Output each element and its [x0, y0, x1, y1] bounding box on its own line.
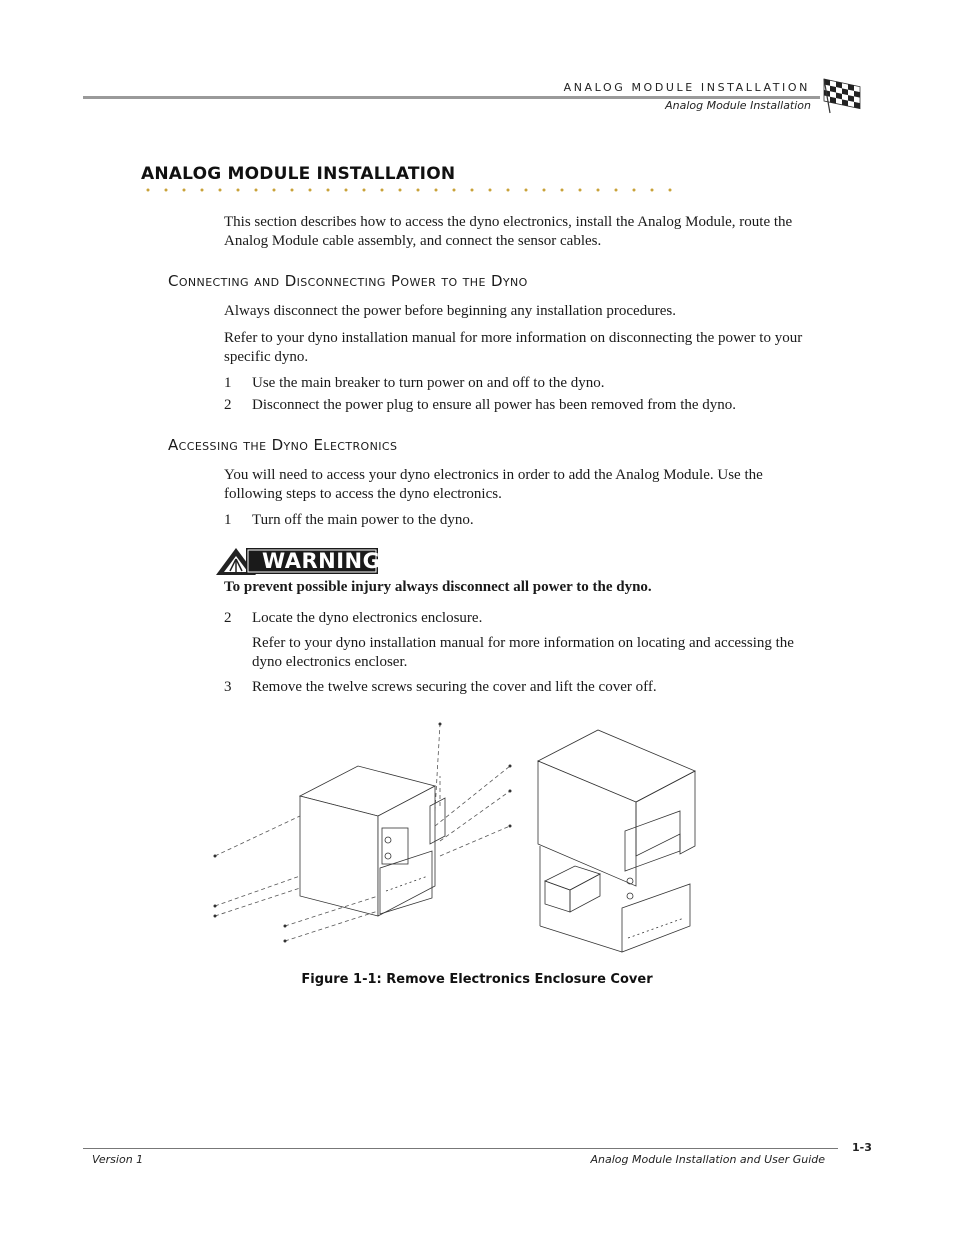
checkered-flag-icon — [820, 75, 866, 115]
access-step-1-number: 1 — [224, 512, 232, 528]
access-step-3-text: Remove the twelve screws securing the cover and lift the cover off. — [252, 679, 657, 695]
power-heading-text: Connecting and Disconnecting Power to the Dyno — [168, 272, 528, 290]
power-heading — [168, 272, 528, 290]
power-paragraph-2: Refer to your dyno installation manual for more information on disconnecting the power to your specific dyno. — [224, 330, 803, 365]
power-step-1-number: 1 — [224, 375, 232, 391]
power-step-2-number: 2 — [224, 397, 232, 413]
section-intro: This section describes how to access the dyno electronics, install the Analog Module, route the Analog Module cable assembly, and connect the sensor cables. — [224, 214, 793, 249]
section-title: ANALOG MODULE INSTALLATION — [141, 164, 456, 184]
access-step-2-note: Refer to your dyno installation manual for more information on locating and accessing the dyno electronics encloser. — [252, 635, 794, 670]
warning-label-text: WARNING — [262, 549, 381, 573]
footer-rule — [83, 1148, 838, 1149]
access-heading-text: Accessing the Dyno Electronics — [168, 436, 398, 454]
dotted-rule — [143, 186, 688, 194]
page-number: 1-3 — [852, 1141, 872, 1154]
power-step-2-text: Disconnect the power plug to ensure all power has been removed from the dyno. — [252, 397, 737, 413]
figure-caption: Figure 1-1: Remove Electronics Enclosure Cover — [301, 972, 653, 987]
access-step-2-number: 2 — [224, 610, 232, 626]
running-header-subtitle: Analog Module Installation — [665, 99, 811, 112]
access-step-3-number: 3 — [224, 679, 232, 695]
access-step-2-text: Locate the dyno electronics enclosure. — [252, 610, 483, 626]
power-paragraph-1: Always disconnect the power before beginning any installation procedures. — [224, 303, 676, 319]
access-paragraph-1: You will need to access your dyno electronics in order to add the Analog Module. Use the following steps to access the dyno electronics. — [224, 467, 763, 502]
enclosure-figure — [200, 716, 720, 966]
footer-version: Version 1 — [92, 1153, 144, 1166]
running-header-title: ANALOG MODULE INSTALLATION — [563, 81, 810, 94]
access-heading — [168, 436, 397, 454]
access-step-1-text: Turn off the main power to the dyno. — [252, 512, 474, 528]
warning-label — [214, 546, 380, 576]
footer-guide-title: Analog Module Installation and User Guide — [590, 1153, 825, 1166]
warning-text: To prevent possible injury always disconnect all power to the dyno. — [224, 579, 652, 595]
power-step-1-text: Use the main breaker to turn power on and off to the dyno. — [252, 375, 605, 391]
